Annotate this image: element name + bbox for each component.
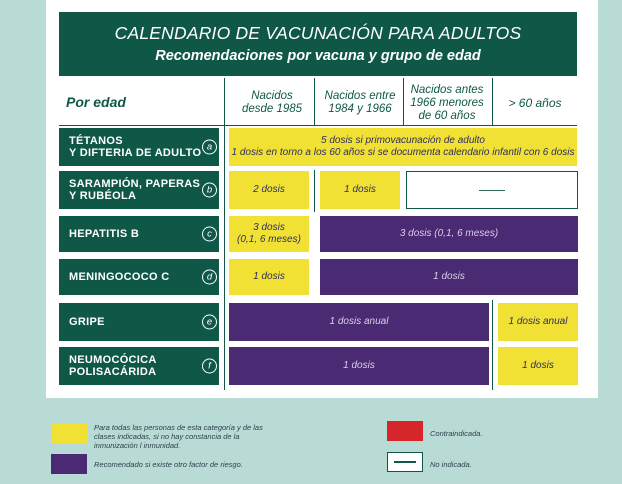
legend-text-purple: Recomendado si existe otro factor de riesgo.	[94, 460, 243, 469]
row-label-sarampion	[59, 171, 219, 209]
cell-sarampion-1985: 2 dosis	[229, 171, 309, 209]
column-divider	[492, 300, 493, 390]
legend-swatch-purple	[51, 454, 87, 474]
column-header-before-1966: Nacidos antes 1966 menores de 60 años	[410, 83, 484, 122]
row-label-gripe	[59, 303, 219, 341]
cell-neumo-under-60: 1 dosis	[229, 347, 489, 385]
cell-sarampion-1984-1966: 1 dosis	[320, 171, 400, 209]
cell-meningo-rest: 1 dosis	[320, 259, 578, 295]
row-label-hepatitis	[59, 216, 219, 252]
page-title: CALENDARIO DE VACUNACIÓN PARA ADULTOS	[114, 23, 522, 43]
row-label-text: SARAMPIÓN, PAPERAS Y RUBÉOLA	[69, 178, 201, 202]
row-letter-badge: c	[202, 227, 217, 242]
legend-text-yellow: Para todas las personas de esta categoría y de las clases indicadas, si no hay constancia de la inmunización l inmunidad.	[94, 423, 263, 450]
row-label-meningococo	[59, 259, 219, 295]
cell-hepatitis-1985: 3 dosis (0,1, 6 meses)	[229, 216, 309, 252]
row-label-neumococica	[59, 347, 219, 385]
column-header-1985: Nacidos desde 1985	[241, 90, 303, 115]
row-letter-badge: f	[202, 359, 217, 374]
row-header-label: Por edad	[66, 94, 126, 110]
column-divider	[314, 78, 315, 126]
legend-swatch-empty	[387, 452, 423, 472]
legend-text-none: No indicada.	[430, 460, 472, 469]
cell-sarampion-not-indicated: ——	[406, 171, 578, 209]
column-header-1984-1966: Nacidos entre 1984 y 1966	[324, 90, 396, 115]
row-label-text: GRIPE	[69, 316, 105, 328]
row-letter-badge: e	[202, 315, 217, 330]
header-divider	[59, 125, 577, 126]
row-label-text: MENINGOCOCO C	[69, 271, 170, 283]
cell-tetanos-all: 5 dosis si primovacunación de adulto 1 dosis en torno a los 60 años si se documenta calendario infantil con 6 dosis	[229, 128, 577, 166]
dash-icon	[394, 461, 416, 463]
column-divider	[492, 78, 493, 126]
row-label-text: TÉTANOS Y DIFTERIA DE ADULTO	[69, 135, 202, 159]
page-subtitle: Recomendaciones por vacuna y grupo de edad	[155, 48, 481, 64]
column-divider	[224, 78, 225, 390]
column-divider	[314, 170, 315, 212]
row-label-text: NEUMOCÓCICA POLISACÁRIDA	[69, 354, 157, 378]
legend-swatch-red	[387, 421, 423, 441]
row-label-tetanos	[59, 128, 219, 166]
legend-swatch-yellow	[51, 423, 87, 443]
cell-neumo-over-60: 1 dosis	[498, 347, 578, 385]
column-header-over-60: > 60 años	[508, 95, 562, 110]
cell-gripe-over-60: 1 dosis anual	[498, 303, 578, 341]
cell-hepatitis-rest: 3 dosis (0,1, 6 meses)	[320, 216, 578, 252]
cell-gripe-under-60: 1 dosis anual	[229, 303, 489, 341]
row-letter-badge: d	[202, 270, 217, 285]
row-label-text: HEPATITIS B	[69, 228, 140, 240]
row-letter-badge: b	[202, 183, 217, 198]
column-divider	[403, 78, 404, 126]
row-letter-badge: a	[202, 140, 217, 155]
title-banner	[59, 12, 577, 76]
cell-meningo-1985: 1 dosis	[229, 259, 309, 295]
legend-text-red: Contraindicada.	[430, 429, 483, 438]
